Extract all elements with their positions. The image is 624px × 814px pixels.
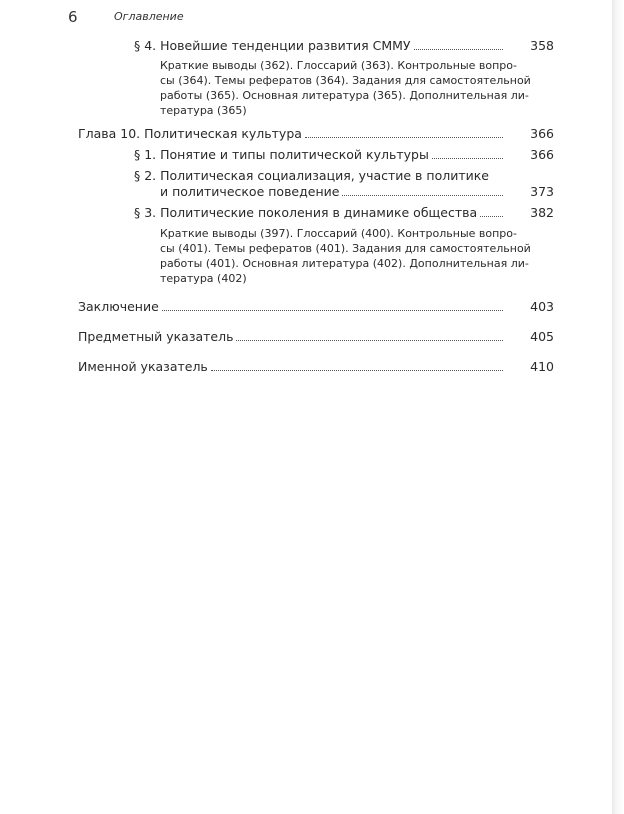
running-title: Оглавление xyxy=(114,10,184,23)
toc-entry-title: § 1. Понятие и типы политической культуры xyxy=(134,147,429,162)
toc-leader-dots xyxy=(211,369,503,371)
toc-entry-section-2[interactable] xyxy=(134,167,506,184)
toc-entry-title: § 2. Политическая социализация, участие в политике xyxy=(134,168,489,183)
page-header xyxy=(68,6,184,28)
toc-summary-block xyxy=(160,226,531,286)
toc-summary-block xyxy=(160,58,531,118)
toc-entry-title: и политическое поведение xyxy=(160,184,340,199)
toc-summary-line: работы (365). Основная литература (365). Дополнительная ли- xyxy=(160,89,529,102)
toc-leader-dots xyxy=(432,157,503,159)
toc-page-number: 373 xyxy=(530,184,554,199)
toc-summary-line: Краткие выводы (362). Глоссарий (363). Контрольные вопро- xyxy=(160,59,517,72)
toc-page-number: 403 xyxy=(530,299,554,314)
toc-leader-dots xyxy=(305,136,503,138)
toc-entry-subject-index[interactable] xyxy=(78,328,506,345)
toc-entry-title: Глава 10. Политическая культура xyxy=(78,126,302,141)
toc-leader-dots xyxy=(342,194,503,196)
toc-page-number: 405 xyxy=(530,329,554,344)
toc-entry-section-1[interactable] xyxy=(134,146,506,163)
toc-page-number: 366 xyxy=(530,126,554,141)
toc-entry-chapter-10[interactable] xyxy=(78,125,506,142)
toc-summary-line: работы (401). Основная литература (402). Дополнительная ли- xyxy=(160,257,529,270)
toc-page-number: 366 xyxy=(530,147,554,162)
toc-summary-line: Краткие выводы (397). Глоссарий (400). Контрольные вопро- xyxy=(160,227,517,240)
toc-page-number: 410 xyxy=(530,359,554,374)
toc-entry-name-index[interactable] xyxy=(78,358,506,375)
toc-summary-line: тература (365) xyxy=(160,104,247,117)
toc-entry-conclusion[interactable] xyxy=(78,298,506,315)
toc-entry-section-3[interactable] xyxy=(134,204,506,221)
toc-entry-title: § 3. Политические поколения в динамике общества xyxy=(134,205,478,220)
toc-entry-title: Заключение xyxy=(78,299,159,314)
toc-leader-dots xyxy=(480,215,503,217)
toc-entry-section-4[interactable] xyxy=(134,37,506,54)
toc-summary-line: сы (364). Темы рефератов (364). Задания для самостоятельной xyxy=(160,74,531,87)
toc-leader-dots xyxy=(236,339,503,341)
toc-page-number: 382 xyxy=(530,205,554,220)
toc-leader-dots xyxy=(162,309,503,311)
toc-page-number: 358 xyxy=(530,38,554,53)
toc-summary-line: тература (402) xyxy=(160,272,247,285)
page-edge-shadow xyxy=(612,0,624,814)
page-number: 6 xyxy=(68,8,78,26)
toc-leader-dots xyxy=(414,48,503,50)
toc-entry-title: Предметный указатель xyxy=(78,329,234,344)
toc-entry-title: Именной указатель xyxy=(78,359,208,374)
toc-entry-section-2-continued[interactable] xyxy=(160,183,506,200)
toc-summary-line: сы (401). Темы рефератов (401). Задания для самостоятельной xyxy=(160,242,531,255)
toc-entry-title: § 4. Новейшие тенденции развития СММУ xyxy=(134,38,411,53)
